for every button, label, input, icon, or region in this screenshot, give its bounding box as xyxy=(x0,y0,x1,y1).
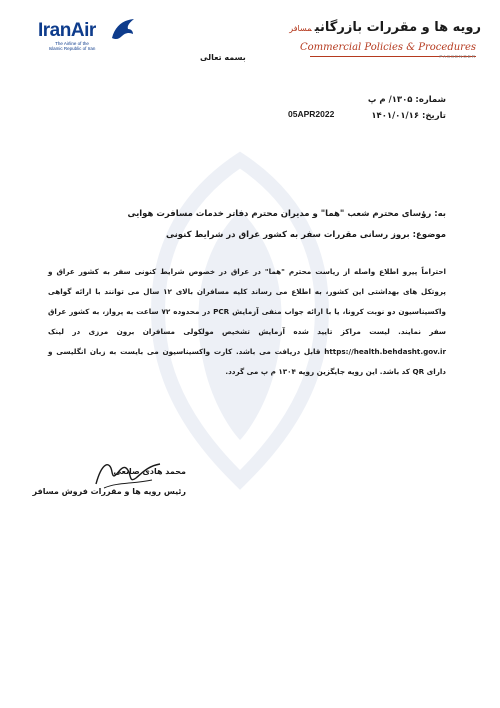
department-title-en: Commercial Policies & Procedures xyxy=(299,42,476,53)
iranair-logo xyxy=(38,16,158,50)
signatory-name: محمد هادی صانعی xyxy=(113,467,186,476)
basmala: بسمه تعالی xyxy=(200,53,246,62)
letter-meta xyxy=(368,92,446,124)
homa-bird-icon xyxy=(109,16,137,44)
signature-block xyxy=(26,462,186,502)
department-title-fa: رویه ها و مقررات بازرگانیمسافر xyxy=(289,20,481,35)
recipient-line: به: رؤسای محترم شعب "هما" و مدیران محترم دفاتر خدمات مسافرت هوایی xyxy=(127,209,446,219)
subject-line: موضوع: بروز رسانی مقررات سفر به کشور عراق در شرایط کنونی xyxy=(165,230,446,240)
letter-date-en: 05APR2022 xyxy=(288,109,335,119)
letter-date-fa: تاریخ: ۱۴۰۱/۰۱/۱۶ xyxy=(371,111,446,121)
logo-tagline: The Airline of the Islamic Republic of Iran xyxy=(48,41,96,51)
logo-brand-text: IranAir xyxy=(38,20,96,41)
letter-body: احتراماً پیرو اطلاع واصله از ریاست محترم "هما" در عراق در خصوص شرایط کنونی سفر به کشور عراق و پروتکل های بهداشتی این کشور، به اطلاع می رساند کلیه مسافران بالای ۱۲ سال می توانند با ارائه گواهی واکسیناسیون دو نوبت کرونا، یا با ارائه جواب منفی آزمایش PCR در محدوده ۷۲ ساعت به پرواز، به کشور عراق سفر نمایند. لیست مراکز تایید شده آزمایش تشخیص مولکولی مسافران برون مرزی در لینک https://health.behdasht.gov.ir قابل دریافت می باشد. کارت واکسیناسیون می بایست به زبان انگلیسی و دارای QR کد باشد. این رویه جایگزین رویه ۱۳۰۴ م پ می گردد. xyxy=(48,267,446,376)
department-subtitle-en: PASSENGER xyxy=(439,54,476,59)
addressee-block xyxy=(66,204,446,246)
letter-number: شماره: ۱۳۰۵/ م پ xyxy=(367,95,446,105)
signatory-title: رئیس رویه ها و مقررات فروش مسافر xyxy=(32,487,186,496)
